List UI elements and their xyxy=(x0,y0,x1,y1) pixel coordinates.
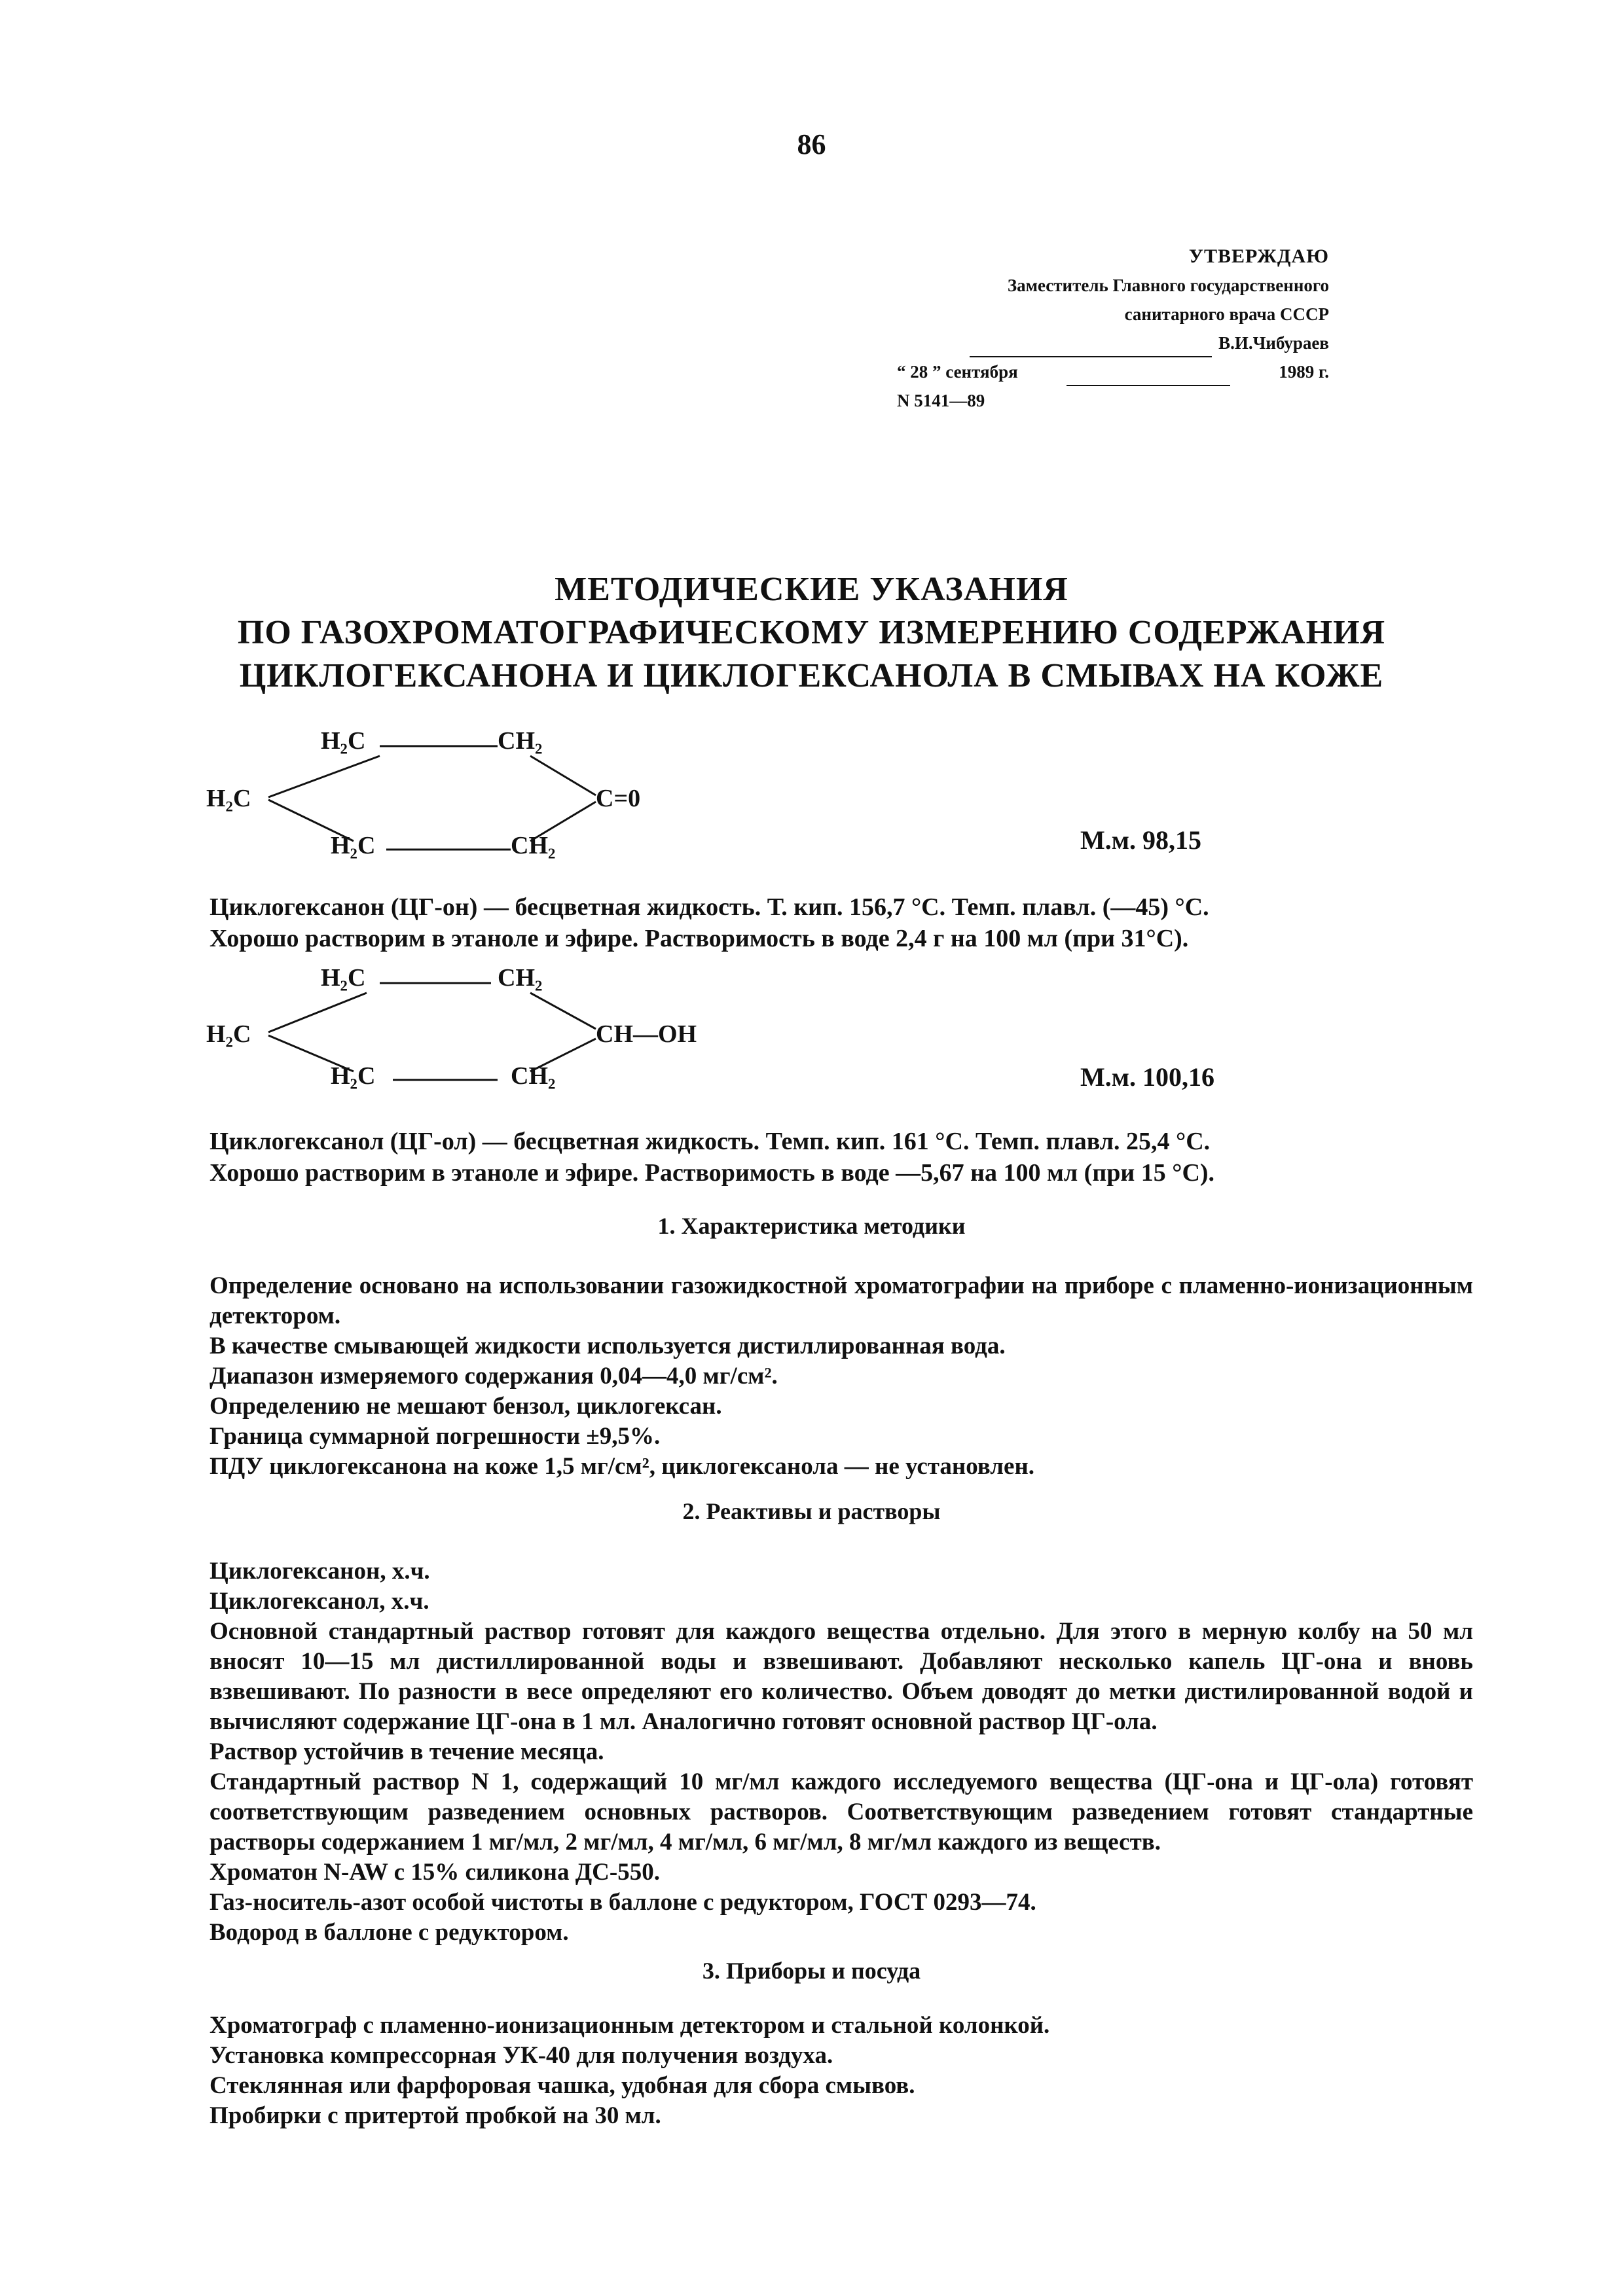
section2-heading: 2. Реактивы и растворы xyxy=(682,1498,941,1524)
formula2-top-right: CH₂ xyxy=(498,964,543,992)
formula2-top-left: H₂C xyxy=(321,964,366,992)
title-line1: МЕТОДИЧЕСКИЕ УКАЗАНИЯ xyxy=(555,571,1068,608)
page-number: 86 xyxy=(797,128,826,160)
section2-p6: Хроматон N-AW с 15% силикона ДС-550. xyxy=(210,1859,660,1886)
formula1-bottom-left: H₂C xyxy=(331,832,376,859)
document-number: N 5141—89 xyxy=(897,391,985,410)
approval-date-year: 1989 г. xyxy=(1279,362,1329,382)
document-title xyxy=(0,568,1623,698)
section1-p3: Диапазон измеряемого содержания 0,04—4,0 мг/см². xyxy=(210,1363,778,1390)
section2-p4: Раствор устойчив в течение месяца. xyxy=(210,1738,604,1765)
approval-heading: УТВЕРЖДАЮ xyxy=(1188,245,1329,267)
section2-p2: Циклогексанол, х.ч. xyxy=(210,1588,429,1615)
cyclohexanol-formula xyxy=(190,957,1499,1101)
section3-heading: 3. Приборы и посуда xyxy=(702,1958,921,1984)
cyclohexanone-formula xyxy=(190,726,1499,870)
signature-line xyxy=(970,339,1212,357)
formula2-left: H₂C xyxy=(206,1020,251,1048)
section1-p1: Определение основано на использовании газожидкостной хроматографии на приборе с пламенно-ионизационным детектором. xyxy=(210,1272,1473,1329)
section1-p2: В качестве смывающей жидкости используется дистиллированная вода. xyxy=(210,1333,1006,1359)
section1-p6: ПДУ циклогексанона на коже 1,5 мг/см², циклогексанола — не установлен. xyxy=(210,1453,1035,1480)
approver-position-line1: Заместитель Главного государственного xyxy=(1007,276,1329,295)
section3-p3: Стеклянная или фарфоровая чашка, удобная для сбора смывов. xyxy=(210,2072,915,2099)
formula1-top-right: CH₂ xyxy=(498,727,543,755)
formula1-molecular-weight: М.м. 98,15 xyxy=(1080,825,1201,855)
formula2-bottom-right: CH₂ xyxy=(511,1062,556,1090)
formula1-left: H₂C xyxy=(206,785,251,812)
signature-row xyxy=(897,329,1329,357)
section1-heading: 1. Характеристика методики xyxy=(657,1213,966,1239)
desc2-line2: Хорошо растворим в этаноле и эфире. Растворимость в воде —5,67 на 100 мл (при 15 °С). xyxy=(210,1159,1215,1187)
title-line3: ЦИКЛОГЕКСАНОНА И ЦИКЛОГЕКСАНОЛА В СМЫВАХ НА КОЖЕ xyxy=(239,657,1384,694)
formula1-bottom-right: CH₂ xyxy=(511,832,556,859)
section1-p5: Граница суммарной погрешности ±9,5%. xyxy=(210,1423,661,1450)
formula2-right: CH—OH xyxy=(596,1020,697,1048)
section1-body xyxy=(210,1271,1473,1482)
formula1-top-left: H₂C xyxy=(321,727,366,755)
formula2-molecular-weight: М.м. 100,16 xyxy=(1080,1062,1214,1092)
desc2-line1: Циклогексанол (ЦГ-ол) — бесцветная жидкость. Темп. кип. 161 °С. Темп. плавл. 25,4 °С. xyxy=(210,1128,1211,1155)
section2-body xyxy=(210,1556,1473,1948)
section2-p8: Водород в баллоне с редуктором. xyxy=(210,1919,569,1946)
section3-p1: Хроматограф с пламенно-ионизационным детектором и стальной колонкой. xyxy=(210,2012,1050,2039)
cyclohexanol-description xyxy=(210,1126,1408,1189)
desc1-line2: Хорошо растворим в этаноле и эфире. Растворимость в воде 2,4 г на 100 мл (при 31°С). xyxy=(210,925,1189,952)
approver-position-line2: санитарного врача СССР xyxy=(1124,304,1329,324)
title-line2: ПО ГАЗОХРОМАТОГРАФИЧЕСКОМУ ИЗМЕРЕНИЮ СОДЕРЖАНИЯ xyxy=(237,614,1386,651)
section2-p1: Циклогексанон, х.ч. xyxy=(210,1558,430,1585)
approval-block xyxy=(897,242,1329,415)
cyclohexanone-description xyxy=(210,891,1408,954)
approval-date-row xyxy=(897,357,1329,386)
formula1-right: C=0 xyxy=(596,785,641,812)
approver-name: В.И.Чибураев xyxy=(1218,333,1329,353)
date-line xyxy=(1067,368,1230,386)
section3-body xyxy=(210,2011,1473,2131)
section3-p2: Установка компрессорная УК-40 для получения воздуха. xyxy=(210,2042,833,2069)
section2-p7: Газ-носитель-азот особой чистоты в баллоне с редуктором, ГОСТ 0293—74. xyxy=(210,1889,1036,1916)
desc1-line1: Циклогексанон (ЦГ-он) — бесцветная жидкость. Т. кип. 156,7 °С. Темп. плавл. (—45) °С. xyxy=(210,893,1209,921)
section2-p3: Основной стандартный раствор готовят для каждого вещества отдельно. Для этого в мерную колбу на 50 мл вносят 10—15 мл дистиллированной воды и взвешивают. Добавляют несколько капель ЦГ-она и вновь взвешивают. По разности в весе определяют его количество. Объем доводят до метки дистилированной водой и вычисляют содержание ЦГ-она в 1 мл. Аналогично готовят основной раствор ЦГ-ола. xyxy=(210,1618,1473,1735)
section3-p4: Пробирки с притертой пробкой на 30 мл. xyxy=(210,2102,661,2129)
section2-p5: Стандартный раствор N 1, содержащий 10 мг/мл каждого исследуемого вещества (ЦГ-она и ЦГ-ола) готовят соответствующим разведением основных растворов. Соответствующим разведением готовят стандартные растворы содержанием 1 мг/мл, 2 мг/мл, 4 мг/мл, 6 мг/мл, 8 мг/мл каждого из веществ. xyxy=(210,1768,1473,1856)
section1-p4: Определению не мешают бензол, циклогексан. xyxy=(210,1393,722,1420)
approval-date-day: “ 28 ” сентября xyxy=(897,362,1018,382)
formula2-bottom-left: H₂C xyxy=(331,1062,376,1090)
